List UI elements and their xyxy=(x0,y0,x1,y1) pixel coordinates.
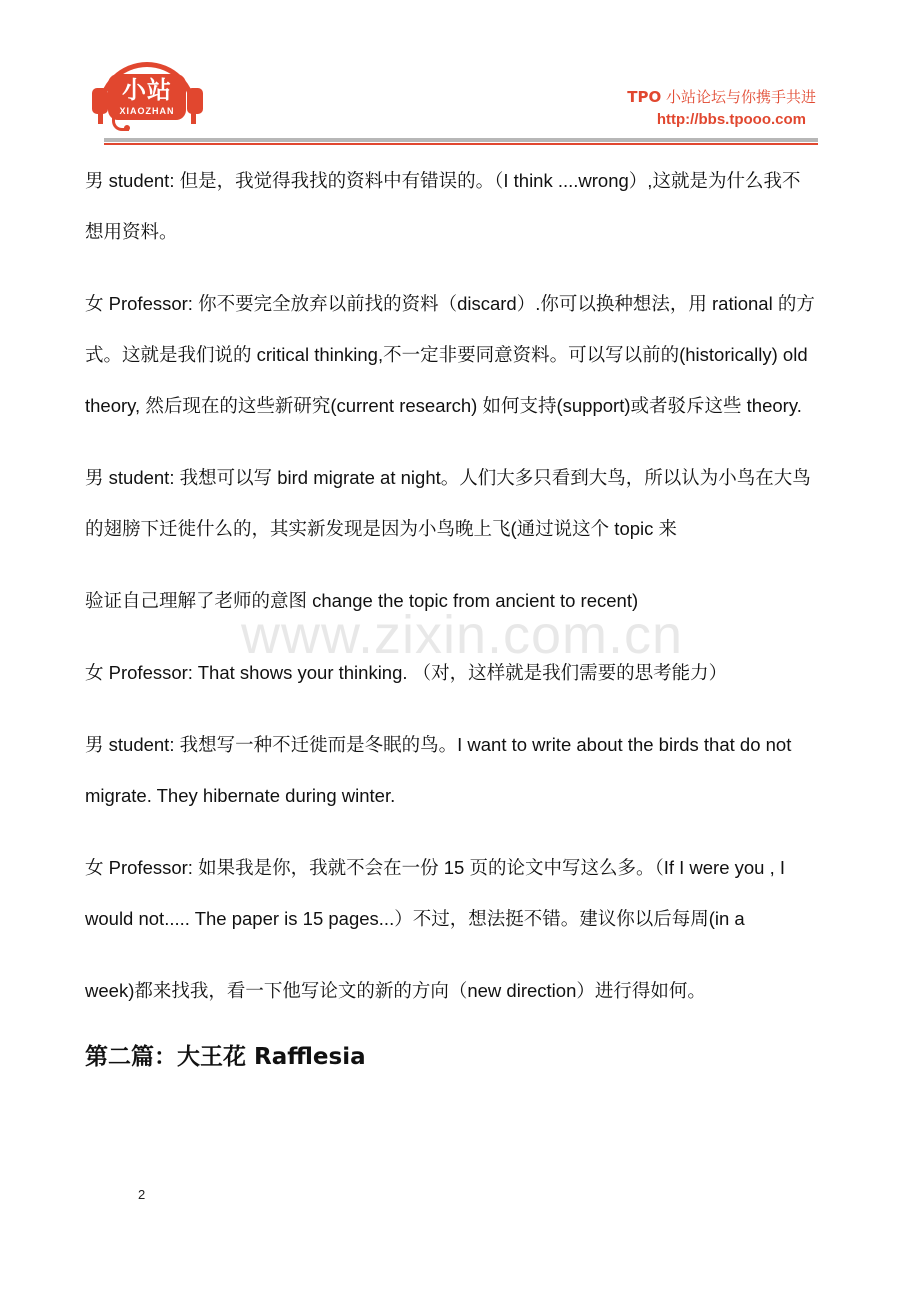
header-tagline xyxy=(627,86,816,108)
text-line: 想用资料。 xyxy=(85,221,178,242)
header-divider-grey xyxy=(104,138,818,142)
text-line: 验证自己理解了老师的意图 change the topic from ancient to recent) xyxy=(85,590,639,611)
text-line: 男 student: 我想写一种不迁徙而是冬眠的鸟。I want to write about the birds that do not xyxy=(85,734,792,755)
text-line: 男 student: 但是，我觉得我找的资料中有错误的。（I think ....wrong）,这就是为什么我不 xyxy=(85,170,801,191)
dialogue-paragraph xyxy=(85,155,845,257)
text-line: theory, 然后现在的这些新研究(current research) 如何支持(support)或者驳斥这些 theory. xyxy=(85,395,802,416)
watermark: www.zixin.com.cn xyxy=(240,605,684,665)
xiaozhan-logo[interactable] xyxy=(90,62,205,134)
page-header xyxy=(0,0,920,150)
tagline-text: 小站论坛与你携手共进 xyxy=(661,88,816,106)
text-line: 式。这就是我们说的 critical thinking,不一定非要同意资料。可以写以前的(historically) old xyxy=(85,344,808,365)
page-number: 2 xyxy=(138,1187,146,1202)
section-title: 第二篇：大王花 Rafflesia xyxy=(85,1044,366,1070)
header-divider-red xyxy=(104,143,818,145)
dialogue-paragraph xyxy=(85,965,845,1016)
text-line: 的翅膀下迁徙什么的，其实新发现是因为小鸟晚上飞(通过说这个 topic 来 xyxy=(85,518,678,539)
dialogue-paragraph xyxy=(85,278,845,431)
tagline-tpo: TPO xyxy=(627,88,662,106)
microphone-icon xyxy=(124,125,130,131)
logo-text-cn: 小站 xyxy=(122,77,172,104)
headphone-left-ear-shape xyxy=(92,88,108,114)
text-line: would not..... The paper is 15 pages...）不过，想法挺不错。建议你以后每周(in a xyxy=(85,908,745,929)
text-line: 女 Professor: 如果我是你，我就不会在一份 15 页的论文中写这么多。（If I were you , I xyxy=(85,857,786,878)
text-line: 女 Professor: 你不要完全放弃以前找的资料（discard）.你可以换种想法，用 rational 的方 xyxy=(85,293,815,314)
text-line: 女 Professor: That shows your thinking. （对，这样就是我们需要的思考能力） xyxy=(85,662,728,683)
text-line: 男 student: 我想可以写 bird migrate at night。人们大多只看到大鸟，所以认为小鸟在大鸟 xyxy=(85,467,811,488)
dialogue-paragraph xyxy=(85,842,845,944)
dialogue-paragraph xyxy=(85,452,845,554)
headphone-right-ear-shape xyxy=(187,88,203,114)
header-site-url[interactable]: http://bbs.tpooo.com xyxy=(656,111,806,128)
text-line: week)都来找我，看一下他写论文的新的方向（new direction）进行得如何。 xyxy=(85,980,706,1001)
logo-text-en: XIAOZHAN xyxy=(119,106,175,116)
dialogue-paragraph xyxy=(85,719,845,821)
text-line: migrate. They hibernate during winter. xyxy=(85,785,396,806)
